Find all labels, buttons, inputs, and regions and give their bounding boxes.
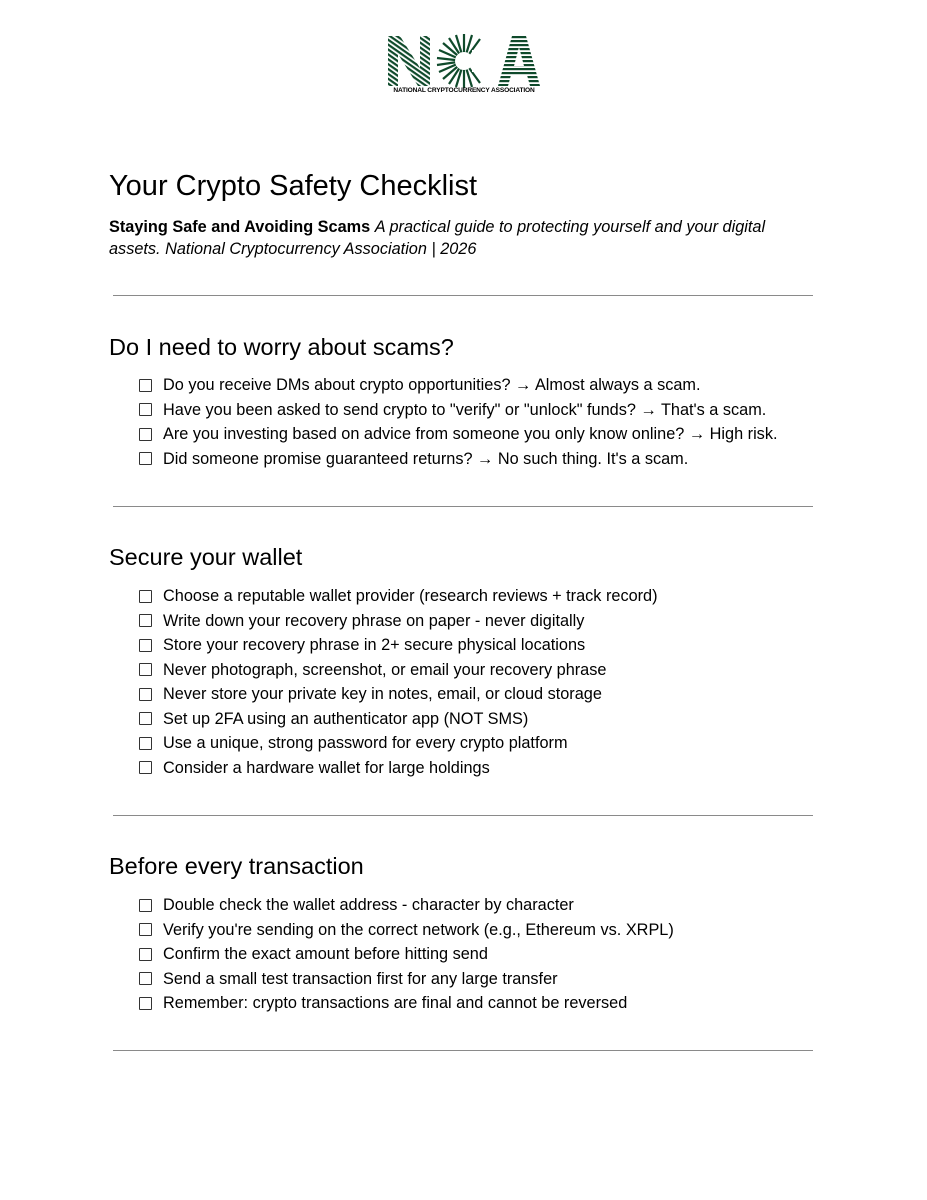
list-item [139,707,658,732]
list-item [139,756,658,781]
subtitle-lead: Staying Safe and Avoiding Scams [109,218,371,236]
list-item [139,682,658,707]
page-title: Your Crypto Safety Checklist [109,170,478,202]
list-item [139,967,674,992]
logo-caption: NATIONAL CRYPTOCURRENCY ASSOCIATION [393,87,535,94]
checkbox[interactable] [139,997,152,1010]
checkbox[interactable] [139,379,152,392]
list-item [139,942,674,967]
checkbox[interactable] [139,590,152,603]
check-item-label: Remember: crypto transactions are final and cannot be reversed [163,994,628,1013]
check-item-label: Do you receive DMs about crypto opportunities? → Almost always a scam. [163,376,701,395]
checkbox[interactable] [139,688,152,701]
list-item [139,447,778,472]
check-item-label: Double check the wallet address - character by character [163,896,574,915]
nca-logo-mark [386,32,542,88]
checkbox[interactable] [139,403,152,416]
check-item-label: Store your recovery phrase in 2+ secure physical locations [163,636,586,655]
checkbox[interactable] [139,614,152,627]
subtitle [109,216,809,260]
list-item [139,658,658,683]
subtitle-description: A practical guide to protecting yourself and your digital assets. National Cryptocurrency Association | 2026 [109,218,766,258]
divider [113,295,813,296]
divider [113,506,813,507]
check-item-label: Use a unique, strong password for every crypto platform [163,734,568,753]
check-item-label: Write down your recovery phrase on paper - never digitally [163,611,585,630]
checkbox[interactable] [139,737,152,750]
list-item [139,609,658,634]
check-item-label: Never store your private key in notes, email, or cloud storage [163,685,602,704]
section-heading-wallet: Secure your wallet [109,544,303,570]
list-item [139,633,658,658]
checkbox[interactable] [139,663,152,676]
check-item-label: Set up 2FA using an authenticator app (NOT SMS) [163,709,529,728]
checklist-transaction [139,893,674,1016]
checkbox[interactable] [139,428,152,441]
checkbox[interactable] [139,761,152,774]
check-item-label: Consider a hardware wallet for large holdings [163,758,490,777]
check-item-label: Did someone promise guaranteed returns? → No such thing. It's a scam. [163,449,689,468]
check-item-label: Have you been asked to send crypto to "verify" or "unlock" funds? → That's a scam. [163,400,767,419]
list-item [139,422,778,447]
check-item-label: Confirm the exact amount before hitting send [163,945,488,964]
list-item [139,731,658,756]
section-heading-scams: Do I need to worry about scams? [109,334,454,360]
check-item-label: Are you investing based on advice from someone you only know online? → High risk. [163,425,778,444]
check-item-label: Verify you're sending on the correct network (e.g., Ethereum vs. XRPL) [163,920,674,939]
nca-logo [386,32,542,98]
list-item [139,398,778,423]
list-item [139,991,674,1016]
check-item-label: Choose a reputable wallet provider (research reviews + track record) [163,587,658,606]
list-item [139,373,778,398]
checkbox[interactable] [139,923,152,936]
divider [113,1050,813,1051]
section-heading-transaction: Before every transaction [109,853,364,879]
list-item [139,893,674,918]
check-item-label: Send a small test transaction first for any large transfer [163,969,558,988]
checkbox[interactable] [139,972,152,985]
checkbox[interactable] [139,452,152,465]
list-item [139,584,658,609]
check-item-label: Never photograph, screenshot, or email your recovery phrase [163,660,607,679]
list-item [139,918,674,943]
checkbox[interactable] [139,899,152,912]
checkbox[interactable] [139,948,152,961]
checkbox[interactable] [139,639,152,652]
checklist-wallet [139,584,658,780]
checkbox[interactable] [139,712,152,725]
divider [113,815,813,816]
checklist-scams [139,373,778,471]
